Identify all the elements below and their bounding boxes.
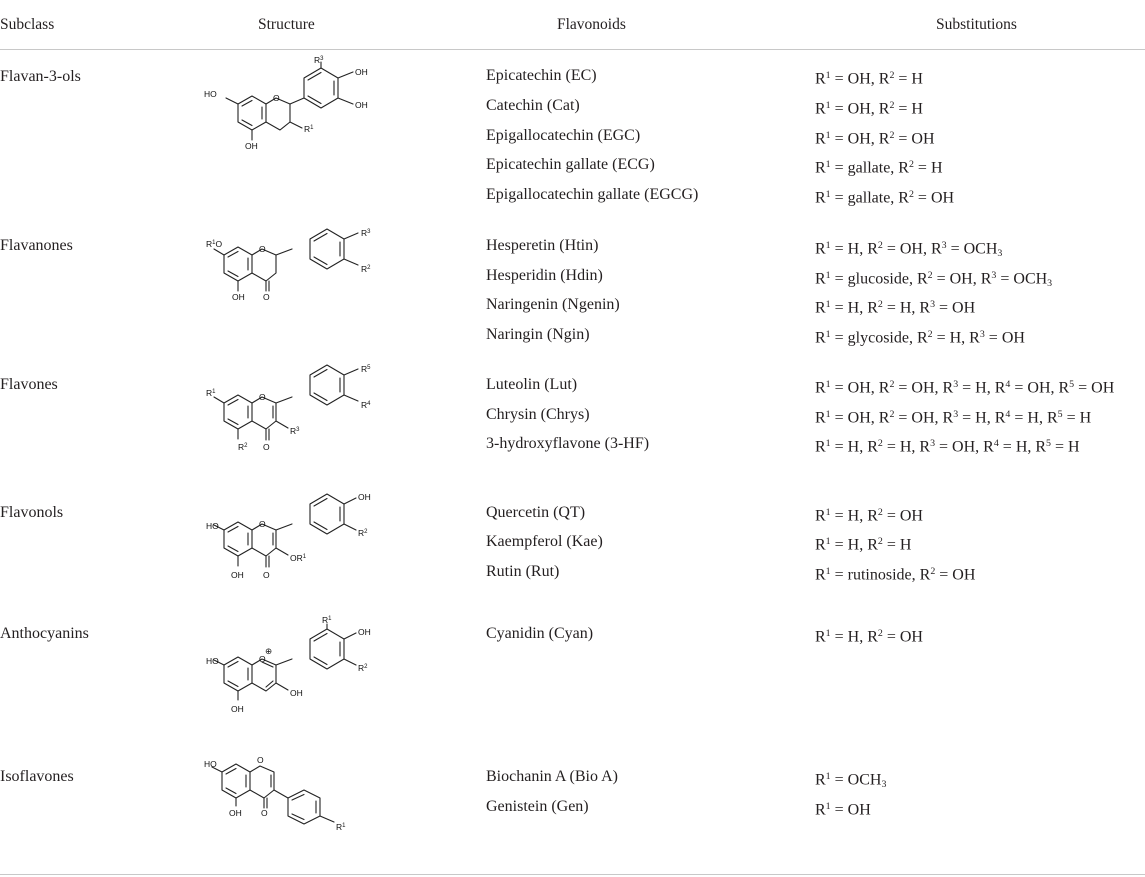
substitution-text: $R^1$ = OH, $R^2$ = OH, $R^3 = H$, $R^4 = H$, $R^5 = H$ bbox=[815, 409, 1092, 427]
structure-atom-label: OH bbox=[245, 141, 258, 151]
structure-atom-label: O bbox=[263, 442, 270, 452]
structure-atom-label: $R^3$ bbox=[290, 426, 300, 436]
header-structure: Structure bbox=[258, 16, 315, 33]
structure-atom-label: $R^1$ bbox=[322, 615, 332, 625]
substitution-text: $R^1$ = rutinoside, $R^2$ = OH bbox=[815, 566, 976, 584]
structure-atom-label: OH bbox=[232, 292, 245, 302]
flavonol-structure-image bbox=[200, 490, 380, 595]
structure-atom-label: $R^1$ bbox=[304, 124, 314, 134]
structure-atom-label: HO bbox=[204, 89, 217, 99]
structure-atom-label: OH bbox=[358, 627, 371, 637]
structure-atom-label: $R^1O$ bbox=[206, 239, 223, 249]
header-substitutions: Substitutions bbox=[936, 16, 1017, 33]
subclass-label: Flavonols bbox=[0, 504, 64, 521]
substitution-text: $R^1$ = gallate, $R^2 = H$ bbox=[815, 159, 943, 177]
structure-atom-label: $R^2$ bbox=[358, 528, 368, 538]
structure-atom-label: OH bbox=[355, 100, 368, 110]
subclass-label: Anthocyanins bbox=[0, 625, 89, 642]
flavone-structure-image bbox=[200, 365, 380, 475]
structure-atom-label: O bbox=[257, 755, 264, 765]
structure-atom-label: $R^2$ bbox=[361, 264, 371, 274]
structure-atom-label: OH bbox=[231, 704, 244, 714]
structure-atom-label: O bbox=[259, 654, 266, 664]
structure-atom-labels bbox=[204, 755, 346, 832]
structure-atom-label: O bbox=[263, 292, 270, 302]
structure-atom-labels bbox=[206, 228, 371, 302]
header-flavonoids: Flavonoids bbox=[557, 16, 626, 33]
flavanone-structure-image bbox=[200, 225, 380, 325]
flavonoid-name: Quercetin (QT) bbox=[486, 504, 586, 521]
substitution-text: $R^1 = H$, $R^2$ = OH, $R^3 = OCH_3$ bbox=[815, 240, 1003, 259]
subclass-label: Flavanones bbox=[0, 237, 73, 254]
isoflavone-structure-image bbox=[200, 755, 380, 845]
substitution-text: $R^1$ = glucoside, $R^2$ = OH, $R^3 = OCH_3$ bbox=[815, 270, 1053, 289]
substitution-text: $R^1$ = OH, $R^2 = H$ bbox=[815, 100, 923, 118]
structure-atom-label: $OR^1$ bbox=[290, 553, 307, 563]
structure-atom-labels bbox=[206, 492, 371, 580]
flavonoid-name: Naringenin (Ngenin) bbox=[486, 296, 620, 313]
substitution-text: $R^1 = H$, $R^2$ = OH bbox=[815, 507, 923, 525]
substitution-text: $R^1$ = OH, $R^2$ = OH, $R^3 = H$, $R^4$ = OH, $R^5$ = OH bbox=[815, 379, 1115, 397]
footer-rule bbox=[0, 874, 1145, 875]
structure-atom-label: OH bbox=[229, 808, 242, 818]
structure-atom-label: O bbox=[273, 93, 280, 103]
structure-atom-label: OH bbox=[358, 492, 371, 502]
structure-atom-label: OH bbox=[355, 67, 368, 77]
structure-atom-label: $R^5$ bbox=[361, 364, 371, 374]
flavonoid-name: Epigallocatechin gallate (EGCG) bbox=[486, 186, 699, 203]
header-subclass: Subclass bbox=[0, 16, 55, 33]
structure-atom-label: OH bbox=[231, 570, 244, 580]
header-rule bbox=[0, 49, 1145, 50]
flavonoid-name: Luteolin (Lut) bbox=[486, 376, 578, 393]
flavonoid-name: Biochanin A (Bio A) bbox=[486, 768, 618, 785]
structure-atom-label: HO bbox=[206, 521, 219, 531]
subclass-label: Flavones bbox=[0, 376, 58, 393]
structure-atom-labels bbox=[204, 55, 368, 151]
structure-atom-label: $R^3$ bbox=[314, 55, 324, 65]
structure-atom-label: HO bbox=[206, 656, 219, 666]
flavonoid-name: Hesperidin (Hdin) bbox=[486, 267, 603, 284]
substitution-text: $R^1 = H$, $R^2 = H$, $R^3$ = OH bbox=[815, 299, 976, 317]
substitution-text: $R^1$ = gallate, $R^2$ = OH bbox=[815, 189, 955, 207]
structure-atom-labels bbox=[206, 364, 371, 452]
structure-atom-label: $R^3$ bbox=[361, 228, 371, 238]
substitution-text: $R^1 = H$, $R^2 = H$ bbox=[815, 536, 912, 554]
substitution-text: $R^1$ = glycoside, $R^2 = H$, $R^3$ = OH bbox=[815, 329, 1025, 347]
structure-atom-label: O bbox=[259, 244, 266, 254]
structure-atom-label: ⊕ bbox=[265, 646, 273, 656]
structure-atom-label: OH bbox=[290, 688, 303, 698]
structure-atom-labels bbox=[206, 615, 371, 714]
substitution-text: $R^1 = H$, $R^2$ = OH bbox=[815, 628, 923, 646]
subclass-label: Isoflavones bbox=[0, 768, 74, 785]
substitution-text: $R^1$ = OH, $R^2 = H$ bbox=[815, 70, 923, 88]
substitution-text: $R^1$ = OH bbox=[815, 801, 871, 819]
structure-atom-label: HO bbox=[204, 759, 217, 769]
flavonoid-name: Cyanidin (Cyan) bbox=[486, 625, 594, 642]
structure-atom-label: $R^2$ bbox=[238, 442, 248, 452]
anthocyanin-structure-image bbox=[200, 615, 380, 725]
structure-atom-label: $R^4$ bbox=[361, 400, 371, 410]
flavan-3-ol-structure-image bbox=[200, 57, 380, 182]
substitution-text: $R^1 = H$, $R^2 = H$, $R^3$ = OH, $R^4 = H$, $R^5 = H$ bbox=[815, 438, 1080, 456]
flavonoid-name: Hesperetin (Htin) bbox=[486, 237, 599, 254]
flavonoid-name: 3-hydroxyflavone (3-HF) bbox=[486, 435, 650, 452]
subclass-label: Flavan-3-ols bbox=[0, 68, 81, 85]
structure-atom-label: O bbox=[259, 392, 266, 402]
flavonoid-name: Rutin (Rut) bbox=[486, 563, 560, 580]
flavonoid-name: Genistein (Gen) bbox=[486, 798, 589, 815]
substitution-text: $R^1$ = OH, $R^2$ = OH bbox=[815, 130, 935, 148]
structure-atom-label: O bbox=[259, 519, 266, 529]
flavonoid-name: Epicatechin gallate (ECG) bbox=[486, 156, 655, 173]
structure-atom-label: O bbox=[263, 570, 270, 580]
flavonoid-name: Chrysin (Chrys) bbox=[486, 406, 590, 423]
structure-atom-label: O bbox=[261, 808, 268, 818]
flavonoid-name: Epigallocatechin (EGC) bbox=[486, 127, 641, 144]
flavonoid-name: Catechin (Cat) bbox=[486, 97, 580, 114]
structure-atom-label: $R^1$ bbox=[206, 388, 216, 398]
flavonoid-name: Naringin (Ngin) bbox=[486, 326, 590, 343]
structure-atom-label: $R^1$ bbox=[336, 822, 346, 832]
flavonoid-name: Epicatechin (EC) bbox=[486, 67, 597, 84]
substitution-text: $R^1 = OCH_3$ bbox=[815, 771, 887, 790]
structure-atom-label: $R^2$ bbox=[358, 663, 368, 673]
flavonoid-name: Kaempferol (Kae) bbox=[486, 533, 603, 550]
